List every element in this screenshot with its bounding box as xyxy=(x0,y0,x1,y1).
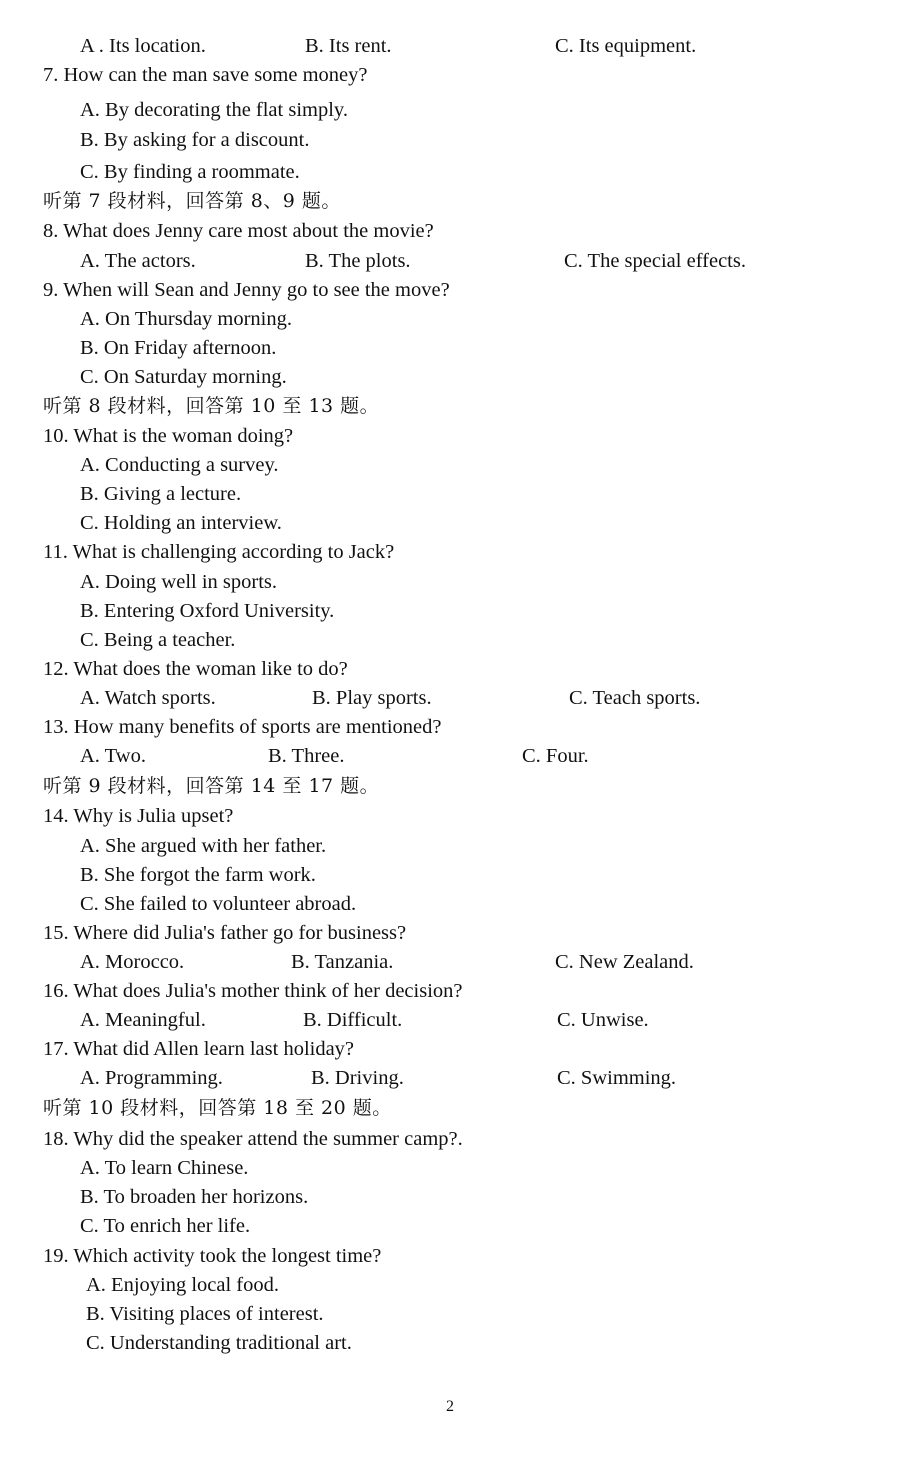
q8-option-c: C. The special effects. xyxy=(564,250,746,272)
q18-option-a: A. To learn Chinese. xyxy=(80,1157,249,1179)
q19-option-b: B. Visiting places of interest. xyxy=(86,1303,324,1325)
q7-question: 7. How can the man save some money? xyxy=(43,64,368,86)
q11-option-a: A. Doing well in sports. xyxy=(80,571,278,593)
q15-question: 15. Where did Julia's father go for business? xyxy=(43,922,407,944)
q10-question: 10. What is the woman doing? xyxy=(43,425,294,447)
q13-question: 13. How many benefits of sports are mentioned? xyxy=(43,716,442,738)
q10-option-b: B. Giving a lecture. xyxy=(80,483,242,505)
q13-option-a: A. Two. xyxy=(80,745,146,767)
q18-option-b: B. To broaden her horizons. xyxy=(80,1186,309,1208)
q17-option-b: B. Driving. xyxy=(311,1067,404,1089)
q14-option-a: A. She argued with her father. xyxy=(80,835,327,857)
q8-question: 8. What does Jenny care most about the movie? xyxy=(43,220,434,242)
q15-option-b: B. Tanzania. xyxy=(291,951,394,973)
q17-question: 17. What did Allen learn last holiday? xyxy=(43,1038,355,1060)
q7-option-b: B. By asking for a discount. xyxy=(80,129,310,151)
q19-question: 19. Which activity took the longest time? xyxy=(43,1245,382,1267)
q8-option-b: B. The plots. xyxy=(305,250,411,272)
q11-option-c: C. Being a teacher. xyxy=(80,629,236,651)
q18-option-c: C. To enrich her life. xyxy=(80,1215,251,1237)
section-heading-7: 听第 7 段材料，回答第 8、9 题。 xyxy=(43,190,341,212)
q16-question: 16. What does Julia's mother think of her decision? xyxy=(43,980,463,1002)
q14-option-c: C. She failed to volunteer abroad. xyxy=(80,893,357,915)
q12-option-c: C. Teach sports. xyxy=(569,687,701,709)
q16-option-c: C. Unwise. xyxy=(557,1009,649,1031)
q14-question: 14. Why is Julia upset? xyxy=(43,805,234,827)
q16-option-a: A. Meaningful. xyxy=(80,1009,206,1031)
q9-option-b: B. On Friday afternoon. xyxy=(80,337,277,359)
section-heading-8: 听第 8 段材料，回答第 10 至 13 题。 xyxy=(43,395,380,417)
q7-option-c: C. By finding a roommate. xyxy=(80,161,300,183)
page-number: 2 xyxy=(446,1398,454,1415)
q12-option-b: B. Play sports. xyxy=(312,687,432,709)
q16-option-b: B. Difficult. xyxy=(303,1009,403,1031)
q7-option-a: A. By decorating the flat simply. xyxy=(80,99,348,121)
q6-option-c: C. Its equipment. xyxy=(555,35,697,57)
q9-question: 9. When will Sean and Jenny go to see the move? xyxy=(43,279,450,301)
q19-option-c: C. Understanding traditional art. xyxy=(86,1332,352,1354)
q10-option-c: C. Holding an interview. xyxy=(80,512,282,534)
q15-option-a: A. Morocco. xyxy=(80,951,185,973)
q8-option-a: A. The actors. xyxy=(80,250,196,272)
q11-question: 11. What is challenging according to Jack? xyxy=(43,541,395,563)
q11-option-b: B. Entering Oxford University. xyxy=(80,600,335,622)
section-heading-9: 听第 9 段材料，回答第 14 至 17 题。 xyxy=(43,775,380,797)
q19-option-a: A. Enjoying local food. xyxy=(86,1274,280,1296)
q6-option-b: B. Its rent. xyxy=(305,35,392,57)
q10-option-a: A. Conducting a survey. xyxy=(80,454,279,476)
q14-option-b: B. She forgot the farm work. xyxy=(80,864,316,886)
q6-option-a: A . Its location. xyxy=(80,35,206,57)
q13-option-c: C. Four. xyxy=(522,745,589,767)
q9-option-c: C. On Saturday morning. xyxy=(80,366,287,388)
q18-question: 18. Why did the speaker attend the summer camp?. xyxy=(43,1128,463,1150)
q17-option-c: C. Swimming. xyxy=(557,1067,677,1089)
q13-option-b: B. Three. xyxy=(268,745,345,767)
q12-question: 12. What does the woman like to do? xyxy=(43,658,348,680)
q9-option-a: A. On Thursday morning. xyxy=(80,308,293,330)
q17-option-a: A. Programming. xyxy=(80,1067,223,1089)
section-heading-10: 听第 10 段材料，回答第 18 至 20 题。 xyxy=(43,1097,392,1119)
q12-option-a: A. Watch sports. xyxy=(80,687,216,709)
q15-option-c: C. New Zealand. xyxy=(555,951,694,973)
